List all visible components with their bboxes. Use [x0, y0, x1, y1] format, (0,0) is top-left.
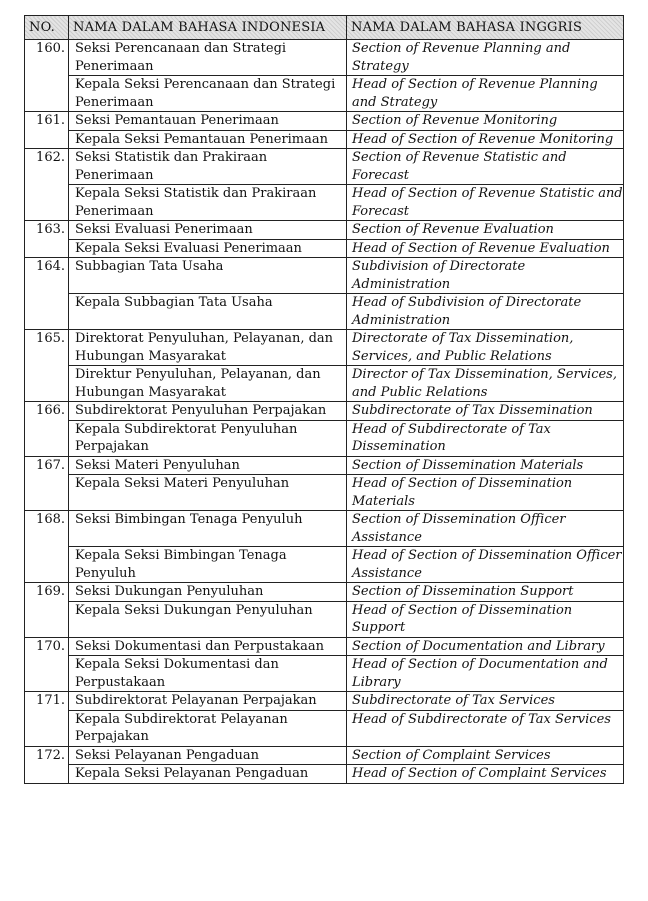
english-name: Section of Dissemination Materials	[347, 456, 624, 475]
indonesian-name: Seksi Evaluasi Penerimaan	[69, 221, 347, 240]
english-name: Subdivision of Directorate Administration	[347, 258, 624, 294]
nomenclature-table	[24, 15, 624, 784]
header-english: NAMA DALAM BAHASA INGGRIS	[347, 16, 624, 40]
indonesian-name: Seksi Perencanaan dan Strategi Penerimaan	[69, 40, 347, 76]
table-row	[25, 601, 624, 637]
english-name: Head of Section of Documentation and Library	[347, 656, 624, 692]
indonesian-name: Kepala Subbagian Tata Usaha	[69, 294, 347, 330]
english-name: Head of Section of Revenue Monitoring	[347, 130, 624, 149]
row-number: 166.	[25, 402, 69, 457]
english-name: Section of Documentation and Library	[347, 637, 624, 656]
english-name: Head of Section of Revenue Evaluation	[347, 239, 624, 258]
table-row	[25, 221, 624, 240]
english-name: Section of Revenue Monitoring	[347, 112, 624, 131]
indonesian-name: Kepala Seksi Pelayanan Pengaduan	[69, 765, 347, 784]
indonesian-name: Seksi Pelayanan Pengaduan	[69, 746, 347, 765]
table-row	[25, 456, 624, 475]
indonesian-name: Subdirektorat Pelayanan Perpajakan	[69, 692, 347, 711]
table-row	[25, 710, 624, 746]
table-row	[25, 583, 624, 602]
row-number: 162.	[25, 149, 69, 221]
row-number: 160.	[25, 40, 69, 112]
table-row	[25, 112, 624, 131]
indonesian-name: Seksi Statistik dan Prakiraan Penerimaan	[69, 149, 347, 185]
indonesian-name: Direktorat Penyuluhan, Pelayanan, dan Hubungan Masyarakat	[69, 330, 347, 366]
table-row	[25, 330, 624, 366]
row-number: 163.	[25, 221, 69, 258]
table-row	[25, 547, 624, 583]
indonesian-name: Seksi Dokumentasi dan Perpustakaan	[69, 637, 347, 656]
english-name: Subdirectorate of Tax Services	[347, 692, 624, 711]
header-indonesian: NAMA DALAM BAHASA INDONESIA	[69, 16, 347, 40]
indonesian-name: Seksi Materi Penyuluhan	[69, 456, 347, 475]
english-name: Section of Revenue Planning and Strategy	[347, 40, 624, 76]
table-row	[25, 656, 624, 692]
english-name: Head of Section of Dissemination Support	[347, 601, 624, 637]
english-name: Section of Dissemination Support	[347, 583, 624, 602]
indonesian-name: Seksi Dukungan Penyuluhan	[69, 583, 347, 602]
english-name: Head of Section of Complaint Services	[347, 765, 624, 784]
english-name: Subdirectorate of Tax Dissemination	[347, 402, 624, 421]
row-number: 165.	[25, 330, 69, 402]
row-number: 167.	[25, 456, 69, 511]
english-name: Directorate of Tax Dissemination, Services, and Public Relations	[347, 330, 624, 366]
table-row	[25, 294, 624, 330]
table-row	[25, 402, 624, 421]
table-row	[25, 258, 624, 294]
indonesian-name: Kepala Seksi Perencanaan dan Strategi Penerimaan	[69, 76, 347, 112]
indonesian-name: Kepala Subdirektorat Penyuluhan Perpajakan	[69, 420, 347, 456]
table-row	[25, 511, 624, 547]
indonesian-name: Seksi Pemantauan Penerimaan	[69, 112, 347, 131]
row-number: 172.	[25, 746, 69, 783]
table-row	[25, 40, 624, 76]
english-name: Head of Subdivision of Directorate Administration	[347, 294, 624, 330]
table-row	[25, 149, 624, 185]
row-number: 171.	[25, 692, 69, 747]
table-row	[25, 130, 624, 149]
indonesian-name: Kepala Seksi Statistik dan Prakiraan Penerimaan	[69, 185, 347, 221]
indonesian-name: Subdirektorat Penyuluhan Perpajakan	[69, 402, 347, 421]
english-name: Head of Section of Dissemination Officer Assistance	[347, 547, 624, 583]
indonesian-name: Subbagian Tata Usaha	[69, 258, 347, 294]
english-name: Head of Subdirectorate of Tax Dissemination	[347, 420, 624, 456]
header-row	[25, 16, 624, 40]
header-no: NO.	[25, 16, 69, 40]
row-number: 169.	[25, 583, 69, 638]
indonesian-name: Kepala Seksi Bimbingan Tenaga Penyuluh	[69, 547, 347, 583]
table-row	[25, 765, 624, 784]
table-row	[25, 366, 624, 402]
english-name: Section of Revenue Evaluation	[347, 221, 624, 240]
indonesian-name: Kepala Seksi Pemantauan Penerimaan	[69, 130, 347, 149]
english-name: Section of Revenue Statistic and Forecast	[347, 149, 624, 185]
indonesian-name: Direktur Penyuluhan, Pelayanan, dan Hubungan Masyarakat	[69, 366, 347, 402]
english-name: Head of Section of Revenue Statistic and Forecast	[347, 185, 624, 221]
table-row	[25, 185, 624, 221]
table-row	[25, 76, 624, 112]
indonesian-name: Kepala Seksi Materi Penyuluhan	[69, 475, 347, 511]
row-number: 161.	[25, 112, 69, 149]
indonesian-name: Kepala Subdirektorat Pelayanan Perpajakan	[69, 710, 347, 746]
english-name: Director of Tax Dissemination, Services, and Public Relations	[347, 366, 624, 402]
indonesian-name: Kepala Seksi Dokumentasi dan Perpustakaan	[69, 656, 347, 692]
english-name: Section of Dissemination Officer Assistance	[347, 511, 624, 547]
row-number: 164.	[25, 258, 69, 330]
table-row	[25, 475, 624, 511]
row-number: 170.	[25, 637, 69, 692]
english-name: Head of Section of Revenue Planning and Strategy	[347, 76, 624, 112]
table-row	[25, 637, 624, 656]
table-row	[25, 420, 624, 456]
indonesian-name: Kepala Seksi Dukungan Penyuluhan	[69, 601, 347, 637]
indonesian-name: Kepala Seksi Evaluasi Penerimaan	[69, 239, 347, 258]
english-name: Section of Complaint Services	[347, 746, 624, 765]
row-number: 168.	[25, 511, 69, 583]
table-row	[25, 692, 624, 711]
english-name: Head of Subdirectorate of Tax Services	[347, 710, 624, 746]
english-name: Head of Section of Dissemination Materials	[347, 475, 624, 511]
table-row	[25, 746, 624, 765]
indonesian-name: Seksi Bimbingan Tenaga Penyuluh	[69, 511, 347, 547]
table-row	[25, 239, 624, 258]
